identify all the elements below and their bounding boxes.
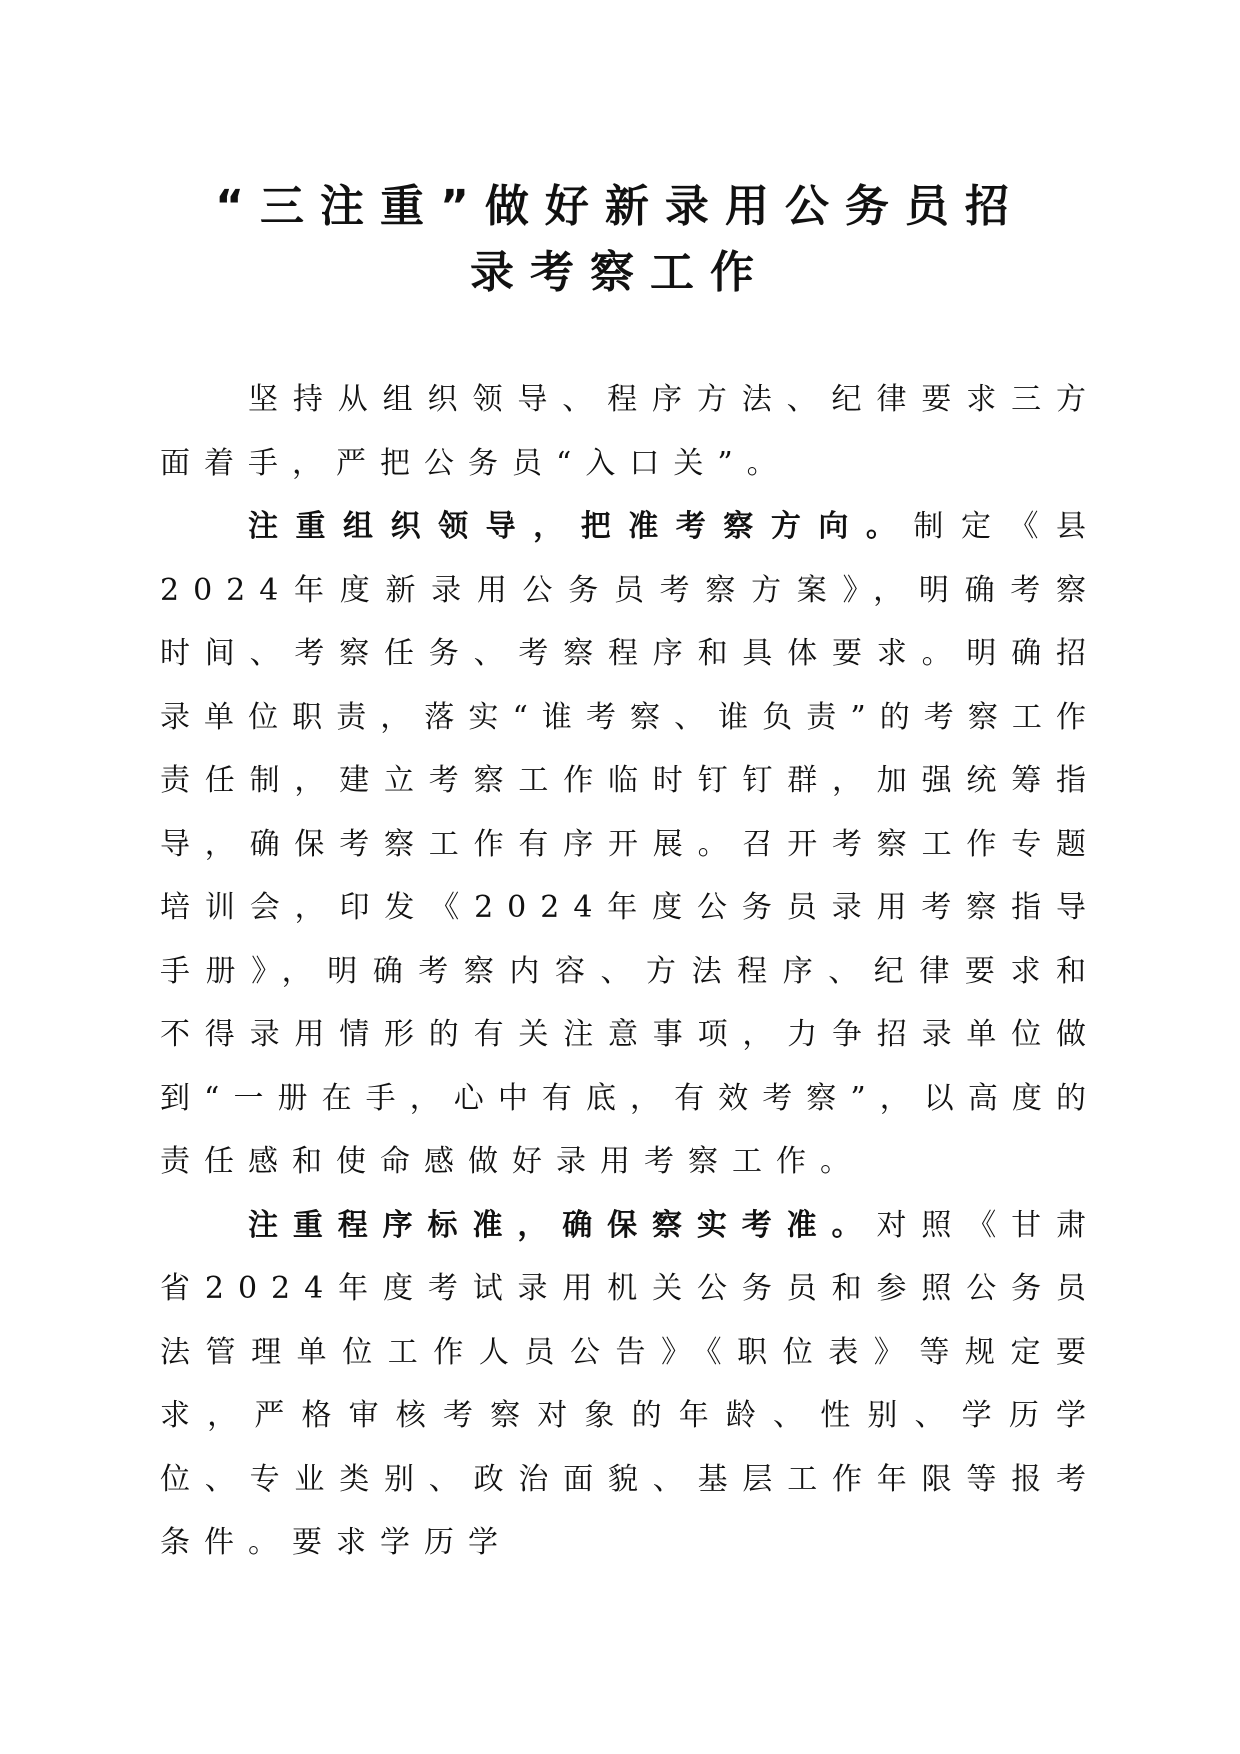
intro-paragraph: [160, 368, 1100, 495]
section-heading-procedure: 注重程序标准，确保察实考准。: [248, 1207, 877, 1243]
section-text-procedure: 对照《甘肃省2024年度考试录用机关公务员和参照公务员法管理单位工作人员公告》《职位表》等规定要求，严格审核考察对象的年龄、性别、学历学位、专业类别、政治面貌、基层工作年限等报考条件。要求学历学: [160, 1207, 1101, 1560]
document-body: [160, 368, 1100, 1575]
document-title-line-2: 录考察工作: [470, 247, 770, 298]
section-heading-organization: 注重组织领导，把准考察方向。: [248, 509, 914, 544]
document-title-line-1: “三注重”做好新录用公务员招: [215, 181, 1025, 232]
section-paragraph-organization: [160, 495, 1100, 1194]
section-text-organization: 制定《县2024年度新录用公务员考察方案》，明确考察时间、考察任务、考察程序和具体要求。明确招录单位职责，落实“谁考察、谁负责”的考察工作责任制，建立考察工作临时钉钉群，加强统筹指导，确保考察工作有序开展。召开考察工作专题培训会，印发《2024年度公务员录用考察指导手册》，明确考察内容、方法程序、纪律要求和不得录用情形的有关注意事项，力争招录单位做到“一册在手，心中有底，有效考察”，以高度的责任感和使命感做好录用考察工作。: [160, 509, 1101, 1179]
section-paragraph-procedure: [160, 1194, 1100, 1575]
intro-paragraph-text: 坚持从组织领导、程序方法、纪律要求三方面着手，严把公务员“入口关”。: [160, 382, 1100, 481]
